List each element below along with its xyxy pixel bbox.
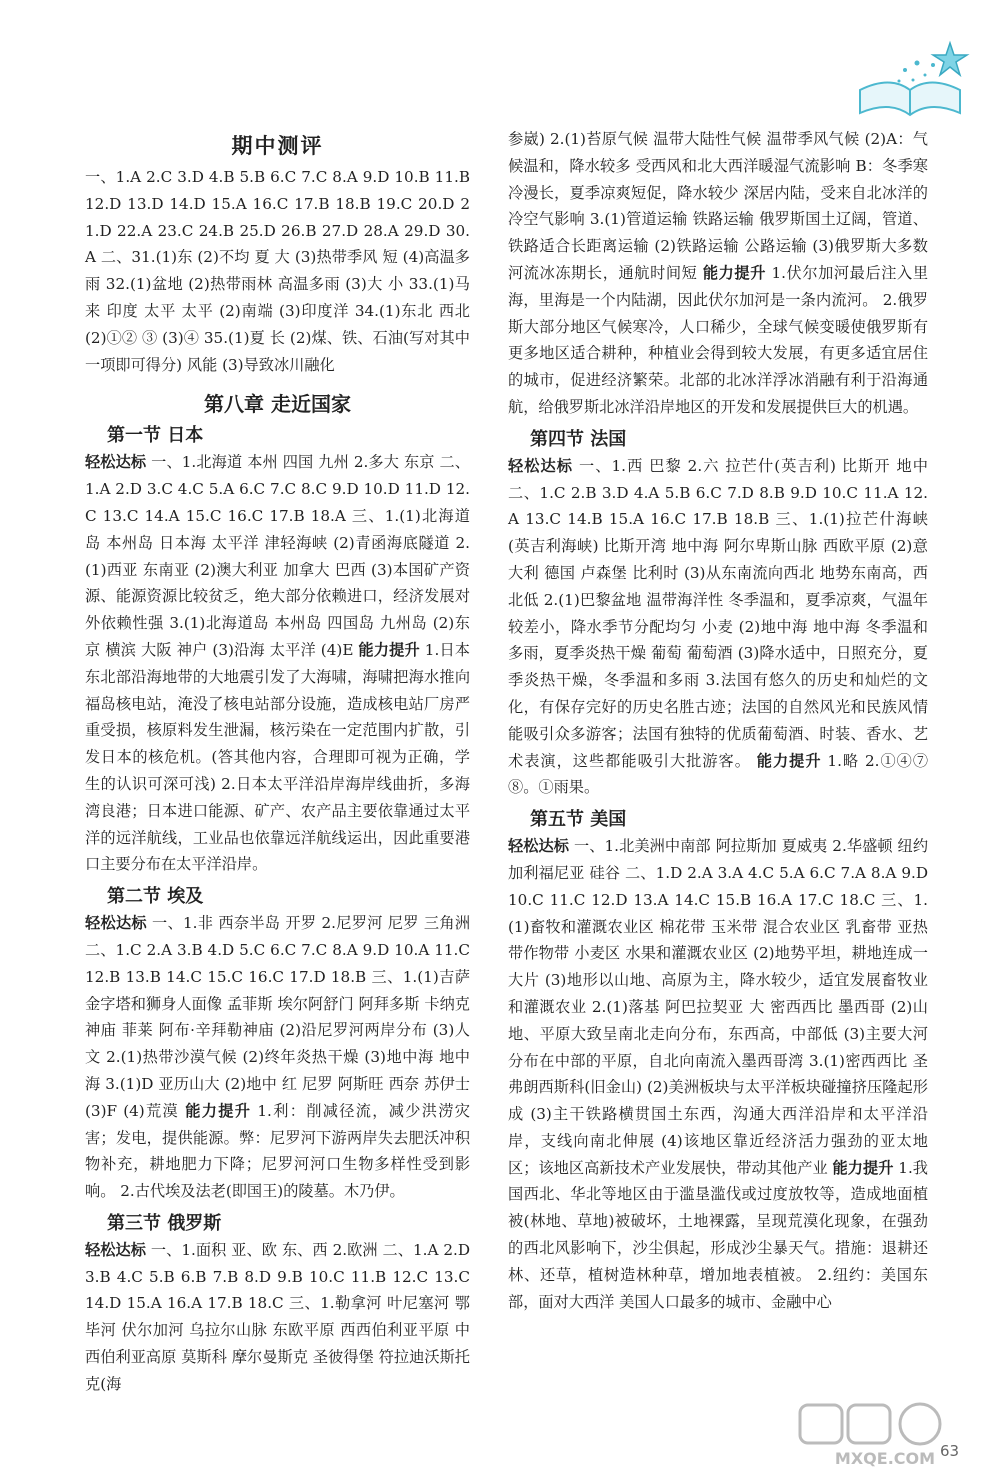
russia-advanced-text: 1.伏尔加河最后注入里海，里海是一个内陆湖，因此伏尔加河是一条内流河。 2.俄罗斯大部分地区气候寒冷，人口稀少，全球气候变暖使俄罗斯有更多地区适合耕种，种植业会得到较大发展，有更多适宜居住的城市，促进经济繁荣。北部的北冰洋浮冰消融有利于沿海通航，给俄罗斯北冰洋沿岸地区的开发和发展提供巨大的机遇。 [508, 263, 929, 416]
france-basic-label: 轻松达标 [508, 456, 574, 475]
russia-basic-text: 一、1.面积 亚、欧 东、西 2.欧洲 二、1.A 2.D 3.B 4.C 5.B 6.B 7.B 8.D 9.B 10.C 11.B 12.C 13.C 14.D 15.A 16.A 17.B 18.C 三、1.勒拿河 叶尼塞河 鄂毕河 伏尔加河 乌拉尔山脉 东欧平原 西西伯利亚平原 中西伯利亚高原 莫斯科 摩尔曼斯克 圣彼得堡 符拉迪沃斯托克(海 [85, 1240, 471, 1393]
egypt-basic-text: 一、1.非 西奈半岛 开罗 2.尼罗河 尼罗 三角洲 二、1.C 2.A 3.B 4.D 5.C 6.C 7.C 8.A 9.D 10.A 11.C 12.B 13.B 14.C 15.C 16.C 17.D 18.B 三、1.(1)吉萨金字塔和狮身人面像 孟菲斯 埃尔阿舒门 阿拜多斯 卡纳克神庙 菲莱 阿布·辛拜勒神庙 (2)沿尼罗河两岸分布 (3)人文 2.(1)热带沙漠气候 (2)终年炎热干燥 (3)地中海 地中海 3.(1)D 亚历山大 (2)地中 红 尼罗 阿斯旺 西奈 苏伊士 (3)F (4)荒漠 [85, 914, 471, 1120]
japan-advanced-label: 能力提升 [358, 640, 420, 659]
usa-advanced-text: 1.我国西北、华北等地区由于滥垦滥伐或过度放牧等，造成地面植被(林地、草地)被破坏，土地裸露，呈现荒漠化现象，在强劲的西北风影响下，沙尘俱起，形成沙尘暴天气。措施：退耕还林、还草，植树造林种草，增加地表植被。 2.纽约：美国东部，面对大西洋 美国人口最多的城市、金融中心 [508, 1158, 928, 1311]
section-japan-title: 第一节 日本 [107, 425, 204, 447]
page-number: 63 [940, 1442, 960, 1460]
russia-cont-text: 参崴) 2.(1)苔原气候 温带大陆性气候 温带季风气候 (2)A：气候温和，降水较多 受西风和北大西洋暖湿气流影响 B：冬季寒冷漫长，夏季凉爽短促，降水较少 深居内陆，受来自北冰洋的冷空气影响 3.(1)管道运输 铁路运输 俄罗斯国土辽阔，管道、铁路适合长距离运输 (2)铁路运输 公路运输 (3)俄罗斯大多数河流冰冻期长，通航时间短 [508, 130, 928, 282]
france-basic-text: 一、1.西 巴黎 2.六 拉芒什(英吉利) 比斯开 地中 二、1.C 2.B 3.D 4.A 5.B 6.C 7.D 8.B 9.D 10.C 11.A 12.A 13.C 14.B 15.A 16.C 17.B 18.B 三、1.(1)拉芒什海峡(英吉利海峡) 比斯开湾 地中海 阿尔卑斯山脉 西欧平原 (2)意大利 德国 卢森堡 比利时 (3)从东南流向西北 地势东南高，西北低 2.(1)巴黎盆地 温带海洋性 冬季温和，夏季凉爽，气温年较差小，降水季节分配均匀 小麦 (2)地中海 地中海 冬季温和多雨，夏季炎热干燥 葡萄 葡萄酒 (3)降水适中，日照充分，夏季炎热干燥，冬季温和多雨 3.法国有悠久的历史和灿烂的文化，有保存完好的历史名胜古迹；法国的自然风光和民族风情能吸引众多游客；法国有独特的优质葡萄酒、时装、香水、艺术表演，这些都能吸引大批游客。 [508, 456, 928, 770]
midterm-answers: 一、1.A 2.C 3.D 4.B 5.B 6.C 7.C 8.A 9.D 10.B 11.B 12.D 13.D 14.D 15.A 16.C 17.B 18.B 19.C 20.D 21.D 22.A 23.C 24.B 25.D 26.B 27.D 28.A 29.D 30.A 二、31.(1)东 (2)不均 夏 大 (3)热带季风 短 (4)高温多雨 32.(1)盆地 (2)热带雨林 高温多雨 (3)大 小 33.(1)马来 印度 太平 太平 (2)南端 (3)印度洋 34.(1)东北 西北 (2)①② ③ (3)④ 35.(1)夏 长 (2)煤、铁、石油(写对其中一项即可得分) 风能 (3)导致冰川融化 [85, 168, 470, 374]
france-answers [508, 453, 928, 801]
midterm-title: 期中测评 [231, 133, 324, 158]
section-usa-title: 第五节 美国 [530, 809, 627, 831]
russia-basic-label: 轻松达标 [85, 1240, 146, 1259]
japan-advanced-text: 1.日本东北部沿海地带的大地震引发了大海啸，海啸把海水推向福岛核电站，淹没了核电站部分设施，造成核电站厂房严重受损，核原料发生泄漏，核污染在一定范围内扩散，引发日本的核危机。(答其他内容，合理即可视为正确，学生的认识可深可浅) 2.日本太平洋沿岸海岸线曲折，多海湾良港；日本进口能源、矿产、农产品主要依靠通过太平洋的远洋航线，工业品也依靠远洋航线运出，因此重要港口主要分布在太平洋沿岸。 [85, 640, 470, 874]
france-advanced-label: 能力提升 [756, 751, 822, 770]
egypt-advanced-label: 能力提升 [185, 1101, 252, 1120]
russia-answers-cont [508, 126, 928, 421]
left-column [85, 130, 470, 1398]
russia-advanced-label: 能力提升 [702, 263, 767, 282]
right-column [508, 126, 928, 1315]
chapter-title: 第八章 走近国家 [204, 392, 351, 417]
usa-basic-label: 轻松达标 [508, 837, 570, 856]
usa-advanced-label: 能力提升 [832, 1158, 894, 1177]
japan-answers [85, 449, 470, 878]
section-russia-title: 第三节 俄罗斯 [107, 1212, 222, 1234]
section-egypt-title: 第二节 埃及 [107, 886, 204, 908]
usa-answers [508, 833, 928, 1315]
egypt-basic-label: 轻松达标 [85, 914, 147, 933]
book-star-logo [845, 35, 975, 120]
egypt-advanced-text: 1.利：削减径流，减少洪涝灾害；发电，提供能源。弊：尼罗河下游两岸失去肥沃冲积物补充，耕地肥力下降；尼罗河河口生物多样性受到影响。 2.古代埃及法老(即国王)的陵墓。木乃伊。 [85, 1101, 470, 1201]
usa-basic-text: 一、1.北美洲中南部 阿拉斯加 夏威夷 2.华盛顿 纽约 加利福尼亚 硅谷 二、1.D 2.A 3.A 4.C 5.A 6.C 7.A 8.A 9.D 10.C 11.C 12.D 13.A 14.C 15.B 16.A 17.C 18.C 三、1.(1)畜牧和灌溉农业区 棉花带 玉米带 混合农业区 乳畜带 亚热带作物带 小麦区 水果和灌溉农业区 (2)地势平坦，耕地连成一大片 (3)地形以山地、高原为主，降水较少，适宜发展畜牧业和灌溉农业 2.(1)落基 阿巴拉契亚 大 密西西比 墨西哥 (2)山地、平原大致呈南北走向分布，东西高，中部低 (3)主要大河分布在中部的平原，自北向南流入墨西哥湾 3.(1)密西西比 圣弗朗西斯科(旧金山) (2)美洲板块与太平洋板块碰撞挤压隆起形成 (3)主干铁路横贯国土东西，沟通大西洋沿岸和太平洋沿岸，支线向南北伸展 (4)该地区靠近经济活力强劲的亚太地区；该地区高新技术产业发展快，带动其他产业 [508, 837, 929, 1177]
egypt-answers [85, 910, 470, 1205]
russia-answers [85, 1237, 470, 1398]
france-advanced-text: 1.略 2.①④⑦⑧。①雨果。 [508, 751, 929, 797]
watermark-text: MXQE.COM [834, 1449, 936, 1468]
japan-basic-label: 轻松达标 [85, 453, 147, 472]
section-france-title: 第四节 法国 [530, 428, 627, 450]
japan-basic-text: 一、1.北海道 本州 四国 九州 2.多大 东京 二、1.A 2.D 3.C 4.C 5.A 6.C 7.C 8.C 9.D 10.D 11.D 12.C 13.C 14.A 15.C 16.C 17.B 18.A 三、1.(1)北海道岛 本州岛 日本海 太平洋 津轻海峡 (2)青函海底隧道 2.(1)西亚 东南亚 (2)澳大利亚 加拿大 巴西 (3)本国矿产资源、能源资源比较贫乏，绝大部分依赖进口，经济发展对外依赖性强 3.(1)北海道岛 本州岛 四国岛 九州岛 (2)东京 横滨 大阪 神户 (3)沿海 太平洋 (4)E [85, 453, 470, 659]
